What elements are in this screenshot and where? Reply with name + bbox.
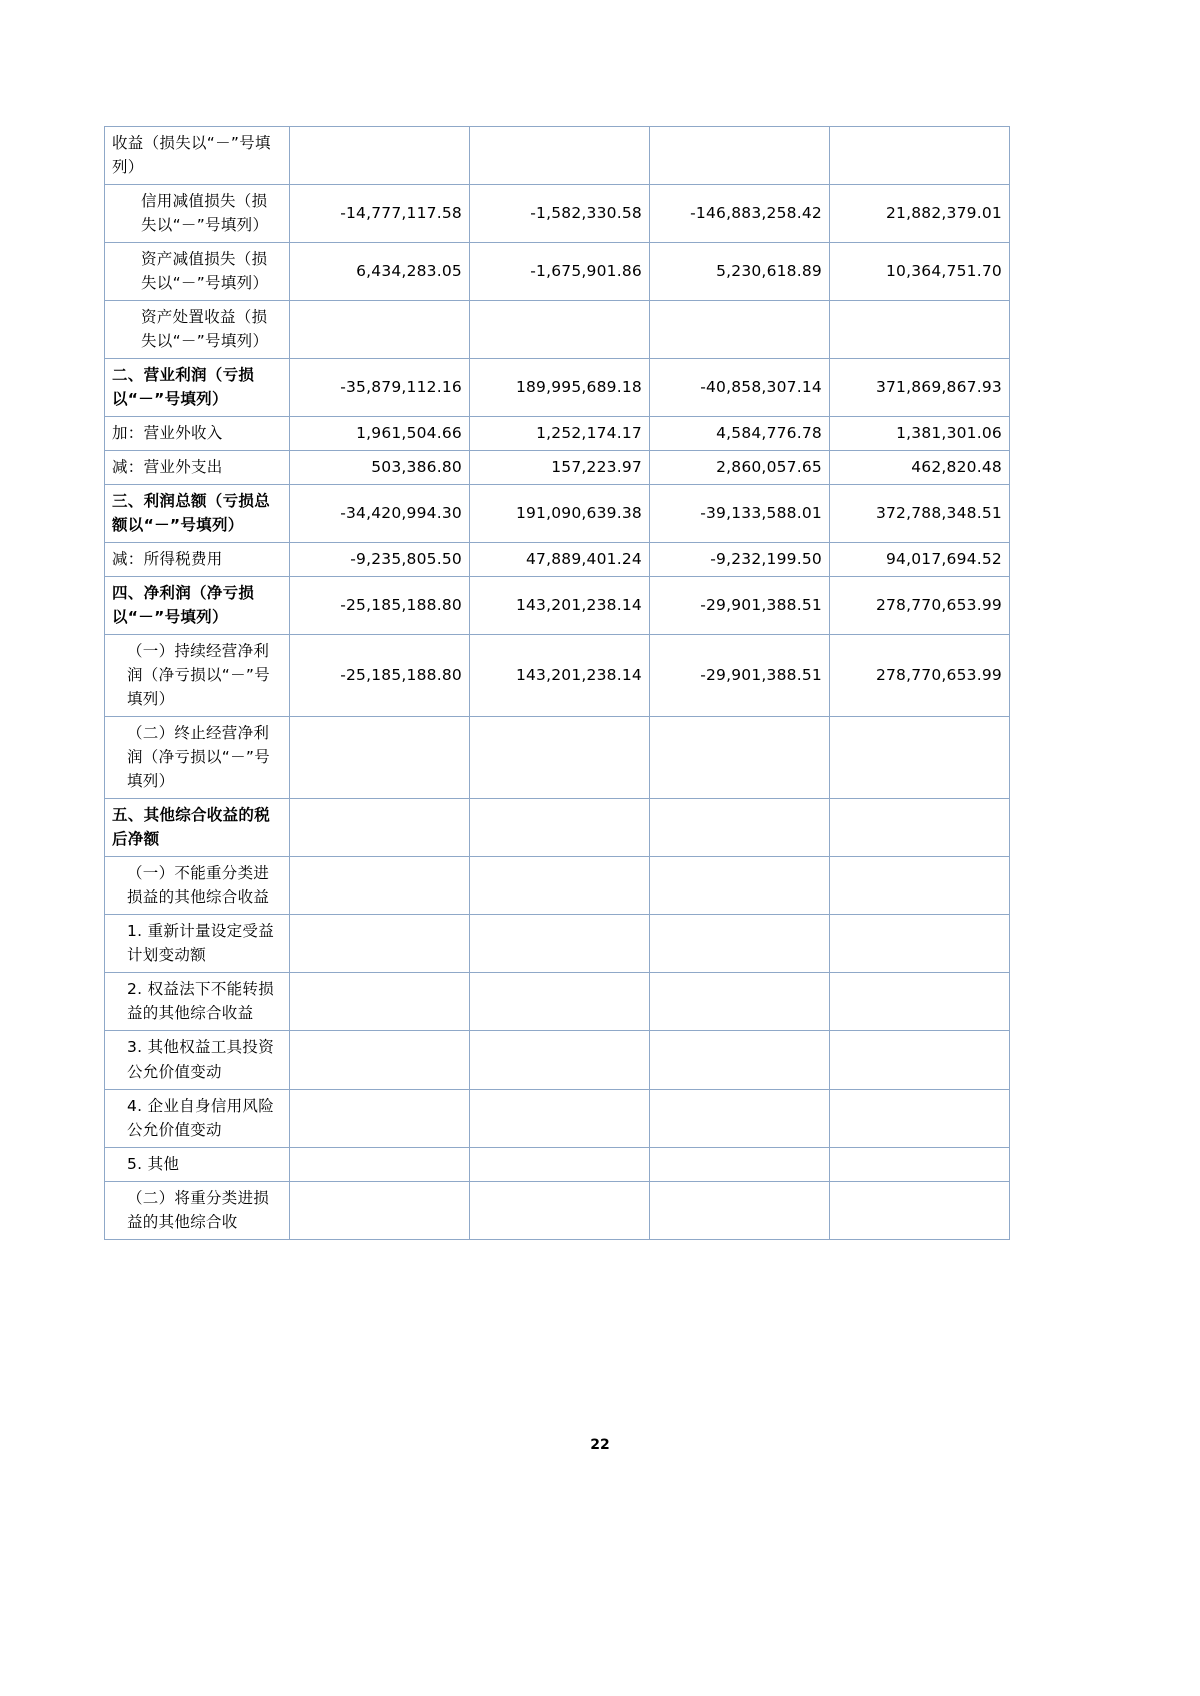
- row-value-4: 10,364,751.70: [830, 243, 1010, 301]
- row-value-1: [290, 1147, 470, 1181]
- row-value-3: [650, 857, 830, 915]
- table-row: [105, 1089, 1010, 1147]
- row-label: 加：营业外收入: [105, 417, 290, 451]
- row-value-1: [290, 915, 470, 973]
- table-row: [105, 1181, 1010, 1239]
- row-value-2: 1,252,174.17: [470, 417, 650, 451]
- row-value-3: [650, 915, 830, 973]
- row-value-3: [650, 301, 830, 359]
- row-value-1: -25,185,188.80: [290, 577, 470, 635]
- row-label: 减：营业外支出: [105, 451, 290, 485]
- row-value-4: [830, 799, 1010, 857]
- row-value-3: [650, 1147, 830, 1181]
- row-value-4: [830, 1031, 1010, 1089]
- row-value-1: 503,386.80: [290, 451, 470, 485]
- table-row: [105, 1031, 1010, 1089]
- row-value-1: [290, 799, 470, 857]
- row-label: （二）终止经营净利润（净亏损以“－”号填列）: [105, 717, 290, 799]
- table-row: [105, 799, 1010, 857]
- row-value-4: 94,017,694.52: [830, 543, 1010, 577]
- row-value-1: 1,961,504.66: [290, 417, 470, 451]
- row-value-4: 278,770,653.99: [830, 577, 1010, 635]
- table-row: [105, 301, 1010, 359]
- row-value-2: 143,201,238.14: [470, 635, 650, 717]
- row-value-1: -34,420,994.30: [290, 485, 470, 543]
- table-row: [105, 635, 1010, 717]
- row-value-4: 21,882,379.01: [830, 185, 1010, 243]
- row-value-2: [470, 915, 650, 973]
- row-value-1: [290, 127, 470, 185]
- row-value-2: [470, 1031, 650, 1089]
- row-value-3: [650, 1031, 830, 1089]
- row-value-1: 6,434,283.05: [290, 243, 470, 301]
- row-label: 信用减值损失（损失以“－”号填列）: [105, 185, 290, 243]
- row-value-2: [470, 127, 650, 185]
- table-row: [105, 127, 1010, 185]
- row-value-1: [290, 1089, 470, 1147]
- row-value-4: 462,820.48: [830, 451, 1010, 485]
- row-value-3: [650, 717, 830, 799]
- table-row: [105, 451, 1010, 485]
- table-row: [105, 485, 1010, 543]
- row-value-2: 191,090,639.38: [470, 485, 650, 543]
- row-value-4: [830, 857, 1010, 915]
- row-value-2: 157,223.97: [470, 451, 650, 485]
- row-value-3: [650, 973, 830, 1031]
- table-row: [105, 359, 1010, 417]
- row-value-3: [650, 1089, 830, 1147]
- row-label: 三、利润总额（亏损总额以“－”号填列）: [105, 485, 290, 543]
- row-value-1: -9,235,805.50: [290, 543, 470, 577]
- row-value-3: [650, 127, 830, 185]
- table-row: [105, 417, 1010, 451]
- row-value-4: [830, 301, 1010, 359]
- row-value-1: [290, 1031, 470, 1089]
- row-label: 5. 其他: [105, 1147, 290, 1181]
- row-value-1: [290, 857, 470, 915]
- row-value-3: -29,901,388.51: [650, 577, 830, 635]
- table-row: [105, 915, 1010, 973]
- row-value-4: [830, 973, 1010, 1031]
- row-value-3: -40,858,307.14: [650, 359, 830, 417]
- row-value-3: [650, 799, 830, 857]
- row-label: 五、其他综合收益的税后净额: [105, 799, 290, 857]
- row-value-2: [470, 717, 650, 799]
- table-row: [105, 185, 1010, 243]
- row-label: 3. 其他权益工具投资公允价值变动: [105, 1031, 290, 1089]
- table-row: [105, 1147, 1010, 1181]
- row-label: （二）将重分类进损益的其他综合收: [105, 1181, 290, 1239]
- row-value-2: -1,582,330.58: [470, 185, 650, 243]
- row-label: 1. 重新计量设定受益计划变动额: [105, 915, 290, 973]
- row-value-2: 143,201,238.14: [470, 577, 650, 635]
- table-row: [105, 543, 1010, 577]
- row-value-3: -9,232,199.50: [650, 543, 830, 577]
- row-value-4: [830, 717, 1010, 799]
- row-label: （一）持续经营净利润（净亏损以“－”号填列）: [105, 635, 290, 717]
- row-value-3: -29,901,388.51: [650, 635, 830, 717]
- row-value-4: 278,770,653.99: [830, 635, 1010, 717]
- row-value-2: [470, 799, 650, 857]
- row-value-3: [650, 1181, 830, 1239]
- row-value-4: [830, 1181, 1010, 1239]
- row-value-1: [290, 717, 470, 799]
- page-number: 22: [590, 1437, 610, 1453]
- row-label: 四、净利润（净亏损以“－”号填列）: [105, 577, 290, 635]
- row-label: 资产处置收益（损失以“－”号填列）: [105, 301, 290, 359]
- row-value-2: [470, 857, 650, 915]
- row-value-2: [470, 1147, 650, 1181]
- row-label: 收益（损失以“－”号填列）: [105, 127, 290, 185]
- table-row: [105, 717, 1010, 799]
- income-statement-table-wrapper: [104, 126, 1009, 1240]
- row-value-3: 2,860,057.65: [650, 451, 830, 485]
- table-row: [105, 577, 1010, 635]
- row-value-1: -35,879,112.16: [290, 359, 470, 417]
- row-value-4: 371,869,867.93: [830, 359, 1010, 417]
- row-value-4: 1,381,301.06: [830, 417, 1010, 451]
- row-label: 资产减值损失（损失以“－”号填列）: [105, 243, 290, 301]
- row-value-1: -25,185,188.80: [290, 635, 470, 717]
- row-label: （一）不能重分类进损益的其他综合收益: [105, 857, 290, 915]
- row-value-1: [290, 1181, 470, 1239]
- row-value-2: [470, 1089, 650, 1147]
- table-row: [105, 243, 1010, 301]
- row-value-3: 4,584,776.78: [650, 417, 830, 451]
- row-value-4: [830, 127, 1010, 185]
- row-value-4: [830, 1147, 1010, 1181]
- row-value-1: [290, 301, 470, 359]
- income-statement-table: [104, 126, 1010, 1240]
- row-value-2: 189,995,689.18: [470, 359, 650, 417]
- row-value-1: -14,777,117.58: [290, 185, 470, 243]
- row-value-3: 5,230,618.89: [650, 243, 830, 301]
- row-value-2: [470, 301, 650, 359]
- row-label: 二、营业利润（亏损以“－”号填列）: [105, 359, 290, 417]
- table-body: [105, 127, 1010, 1240]
- row-value-4: 372,788,348.51: [830, 485, 1010, 543]
- row-value-3: -146,883,258.42: [650, 185, 830, 243]
- row-value-2: [470, 1181, 650, 1239]
- row-label: 2. 权益法下不能转损益的其他综合收益: [105, 973, 290, 1031]
- row-value-4: [830, 1089, 1010, 1147]
- row-label: 4. 企业自身信用风险公允价值变动: [105, 1089, 290, 1147]
- row-value-1: [290, 973, 470, 1031]
- row-value-2: [470, 973, 650, 1031]
- row-value-4: [830, 915, 1010, 973]
- row-value-2: -1,675,901.86: [470, 243, 650, 301]
- row-value-3: -39,133,588.01: [650, 485, 830, 543]
- row-label: 减：所得税费用: [105, 543, 290, 577]
- table-row: [105, 973, 1010, 1031]
- row-value-2: 47,889,401.24: [470, 543, 650, 577]
- table-row: [105, 857, 1010, 915]
